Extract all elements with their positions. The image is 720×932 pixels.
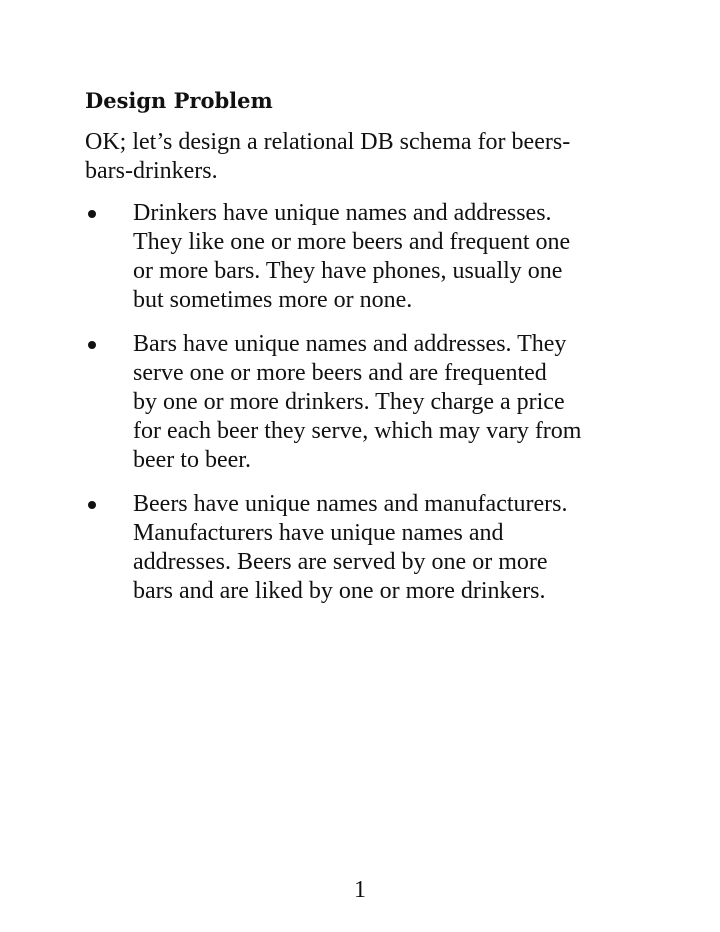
- bullet-line: Drinkers have unique names and addresses.: [133, 200, 552, 226]
- bullet-item-bars: [85, 330, 645, 475]
- bullet-line: serve one or more beers and are frequented: [133, 360, 547, 386]
- page-title: Design Problem: [85, 88, 273, 113]
- bullet-line: or more bars. They have phones, usually one: [133, 258, 563, 284]
- bullet-icon: [85, 199, 99, 228]
- bullet-line: by one or more drinkers. They charge a price: [133, 389, 565, 415]
- bullet-list: [85, 199, 645, 606]
- bullet-line: addresses. Beers are served by one or more: [133, 549, 548, 575]
- intro-paragraph: [85, 128, 645, 186]
- intro-line: OK; let’s design a relational DB schema for beers-: [85, 129, 571, 155]
- intro-line: bars-drinkers.: [85, 158, 218, 184]
- slide-content: [85, 86, 645, 621]
- bullet-icon: [85, 330, 99, 359]
- bullet-icon: [85, 490, 99, 519]
- bullet-item-beers: [85, 490, 645, 606]
- bullet-item-drinkers: [85, 199, 645, 315]
- bullet-line: bars and are liked by one or more drinkers.: [133, 578, 546, 604]
- bullet-line: Manufacturers have unique names and: [133, 520, 504, 546]
- bullet-line: for each beer they serve, which may vary from: [133, 418, 582, 444]
- bullet-line: beer to beer.: [133, 447, 251, 473]
- page-number: 1: [354, 877, 366, 903]
- bullet-line: They like one or more beers and frequent one: [133, 229, 571, 255]
- bullet-line: but sometimes more or none.: [133, 287, 413, 313]
- bullet-line: Beers have unique names and manufacturers.: [133, 491, 568, 517]
- bullet-line: Bars have unique names and addresses. They: [133, 331, 567, 357]
